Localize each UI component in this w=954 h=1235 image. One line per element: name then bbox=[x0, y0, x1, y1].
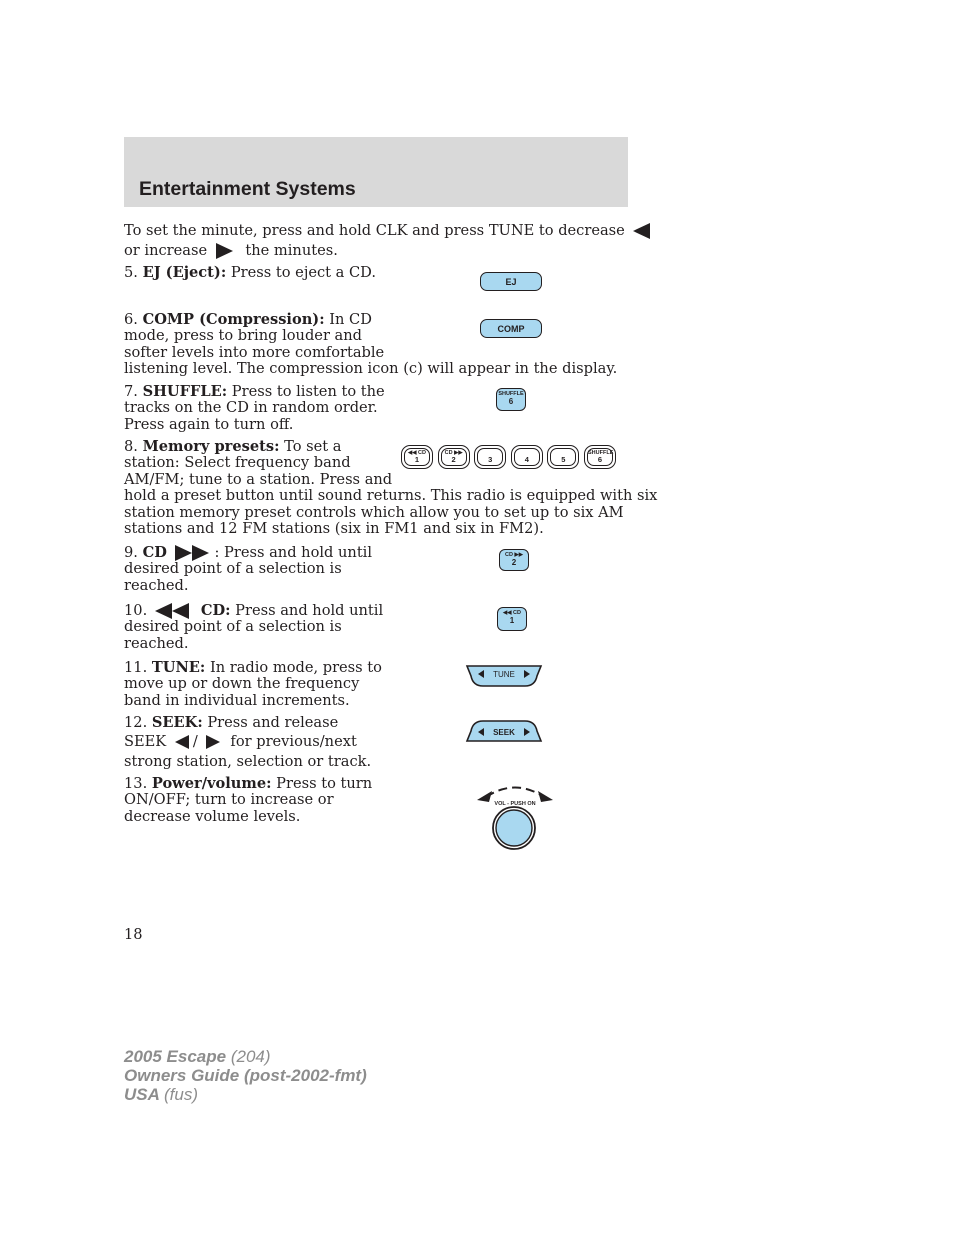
preset-number: 6 bbox=[597, 455, 603, 464]
fast-forward-icon bbox=[175, 545, 209, 561]
intro-text-2a: or increase bbox=[124, 242, 208, 259]
page-title: Entertainment Systems bbox=[139, 178, 356, 200]
volume-knob[interactable] bbox=[474, 780, 556, 852]
cd-forward-button[interactable]: CD ▶▶ 2 bbox=[499, 549, 529, 571]
item-seek: 12. SEEK: Press and release SEEK / for previous/next strong station, selection or track. bbox=[124, 714, 372, 770]
page-number: 18 bbox=[124, 926, 143, 943]
decrease-arrow-icon bbox=[633, 223, 650, 239]
item-cd-rewind: 10. CD: Press and hold until desired point of a selection is reached. bbox=[124, 602, 384, 652]
preset-button-2[interactable] bbox=[438, 445, 470, 469]
preset-button-face bbox=[587, 448, 613, 466]
tune-button[interactable] bbox=[465, 664, 543, 688]
knob-label: VOL - PUSH ON bbox=[494, 801, 536, 807]
eject-button[interactable]: EJ bbox=[480, 272, 542, 291]
intro-line-2 bbox=[124, 243, 338, 259]
seek-button[interactable] bbox=[465, 719, 543, 743]
preset-button-face bbox=[514, 448, 540, 466]
preset-button-1[interactable] bbox=[401, 445, 433, 469]
intro-text-1: To set the minute, press and hold CLK and press TUNE to decrease bbox=[124, 222, 625, 239]
intro-line-1 bbox=[124, 223, 650, 239]
preset-button-3[interactable] bbox=[474, 445, 506, 469]
item-shuffle: 7. SHUFFLE: Press to listen to the tracks on the CD in random order. Press again to turn off. bbox=[124, 383, 385, 433]
item-memory-presets: 8. Memory presets: To set a station: Select frequency band AM/FM; tune to a station. Press and hold a preset button until sound returns. This radio is equipped with six station memory preset controls which allow you to set up to six AM stations and 12 FM stations (six in FM1 and six in FM2). bbox=[124, 438, 658, 538]
item-eject: 5. EJ (Eject): Press to eject a CD. bbox=[124, 264, 376, 281]
intro-text-2b: the minutes. bbox=[245, 242, 338, 259]
footer-line-2: Owners Guide (post-2002-fmt) bbox=[124, 1066, 367, 1085]
shuffle-button[interactable]: SHUFFLE 6 bbox=[496, 388, 526, 411]
tune-button-label: TUNE bbox=[493, 670, 515, 679]
rewind-icon bbox=[155, 603, 189, 619]
preset-button-face bbox=[477, 448, 503, 466]
comp-button[interactable]: COMP bbox=[480, 319, 542, 338]
seek-previous-icon bbox=[175, 735, 189, 749]
footer-line-1: 2005 Escape (204) bbox=[124, 1047, 271, 1066]
item-tune: 11. TUNE: In radio mode, press to move up or down the frequency band in individual increments. bbox=[124, 659, 382, 709]
rotate-arrow-icon bbox=[486, 788, 544, 798]
preset-top-label: SHUFFLE bbox=[588, 450, 614, 456]
preset-top-label: ◀◀ CD bbox=[408, 450, 426, 456]
item-power-volume: 13. Power/volume: Press to turn ON/OFF; turn to increase or decrease volume levels. bbox=[124, 775, 373, 825]
footer-line-3: USA (fus) bbox=[124, 1085, 198, 1104]
preset-button-6[interactable] bbox=[584, 445, 616, 469]
preset-number: 3 bbox=[488, 455, 493, 464]
preset-button-4[interactable] bbox=[511, 445, 543, 469]
preset-button-face bbox=[404, 448, 430, 466]
preset-button-face bbox=[550, 448, 576, 466]
preset-number: 2 bbox=[451, 455, 456, 464]
preset-top-label: CD ▶▶ bbox=[444, 450, 463, 456]
item-comp: 6. COMP (Compression): In CD mode, press to bring louder and softer levels into more comfortable listening level. The compression icon (c) will appear in the display. bbox=[124, 311, 618, 378]
preset-number: 1 bbox=[414, 455, 420, 464]
preset-number: 4 bbox=[524, 455, 529, 464]
increase-arrow-icon bbox=[216, 243, 233, 259]
preset-number: 5 bbox=[561, 455, 566, 464]
item-cd-forward: 9. CD : Press and hold until desired point of a selection is reached. bbox=[124, 544, 373, 594]
preset-button-5[interactable] bbox=[547, 445, 579, 469]
cd-rewind-button[interactable]: ◀◀ CD 1 bbox=[497, 607, 527, 631]
seek-next-icon bbox=[206, 735, 220, 749]
preset-button-face bbox=[441, 448, 467, 466]
seek-button-label: SEEK bbox=[493, 728, 515, 737]
